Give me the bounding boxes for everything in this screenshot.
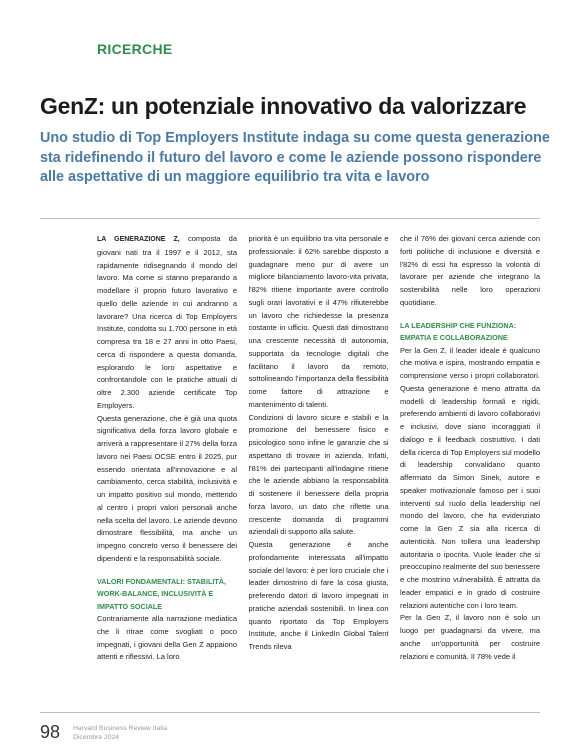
page-title: GenZ: un potenziale innovativo da valorizzare [40, 93, 527, 119]
article-column-1 [97, 233, 237, 701]
article-paragraph: Per la Gen Z, il leader ideale è qualcuno che motiva e ispira, mostrando empatia e comprensione verso i propri collaboratori. Questa generazione è meno attratta da modelli di leadership formali e rigidi, preferendo ambienti di lavoro collaborativi e inclusivi, dove siano incoraggiati il dialogo e il feedback costruttivo. I dati della ricerca di Top Employers sul modello di leadership convalidano quanto affermato da Simon Sinek, autore e speaker motivazionale famoso per i suoi interventi sul ruolo della leadership nel mondo del lavoro, che ha evidenziato come la Gen Z sia alla ricerca di autenticità. Non tollera una leadership autoritaria o ipocrita. Vuole leader che si preoccupino realmente del suo benessere e che mostrino vulnerabilità. È attratta da leader empatici e in grado di costruire relazioni autentiche con i loro team. [400, 345, 540, 610]
article-paragraph [97, 233, 237, 413]
section-label: RICERCHE [97, 41, 173, 57]
subheading: LA LEADERSHIP CHE FUNZIONA: EMPATIA E COLLABORAZIONE [400, 320, 517, 342]
article-paragraph: Questa generazione è anche profondamente interessata all'impatto sociale del lavoro: è per loro cruciale che i leader dimostrino di fare la cosa giusta, preferendo datori di lavoro impegnati in pratiche aziendali sostenibili. In linea con quanto riportato da Top Employers Institute, anche il LinkedIn Global Talent Trends rileva [248, 540, 389, 651]
paragraph-text: composta da giovani nati tra il 1997 e il 2012, sta rapidamente ridisegnando il mondo del lavoro. Ma come si stanno preparando a modellare il proprio futuro lavorativo e quello delle aziende in cui andranno a lavorare? Una ricerca di Top Employers Institute, condotta su 1.700 persone in età compresa tra 18 e 27 anni in otto Paesi, cerca di rispondere a questa domanda, esplorando le loro aspettative e confrontandole con le pratiche attuali di oltre 2.300 aziende certificate Top Employers. [97, 234, 237, 410]
lead-in: LA GENERAZIONE Z, [97, 236, 180, 243]
footer-meta [73, 724, 167, 742]
article-paragraph: priorità è un equilibrio tra vita personale e professionale: il 62% sarebbe disposto a guadagnare meno pur di avere un migliore bilanciamento lavoro-vita privata, l'82% ritiene importante avere controllo sugli orari lavorativi e il 47% rifiuterebbe un lavoro che richiedesse la presenza costante in ufficio. Questi dati dimostrano una crescente necessità di autonomia, supportata da tecnologie digitali che facilitano il lavoro da remoto, sottolineando l'importanza della flessibilità come fattore di attrazione e mantenimento di talenti. [248, 234, 389, 409]
article-columns [97, 233, 540, 701]
article-paragraph: Per la Gen Z, il lavoro non è solo un luogo per guadagnarsi da vivere, ma anche un'opportunità per costruire relazioni e comunità. Il 78% vede il [400, 613, 540, 661]
bottom-divider [40, 712, 540, 713]
article-paragraph: Contrariamente alla narrazione mediatica che li ritrae come svogliati o poco impegnati, i giovani della Gen Z appaiono attenti e riflessivi. La loro [97, 614, 237, 662]
page-subtitle: Uno studio di Top Employers Institute indaga su come questa generazione sta ridefinendo il futuro del lavoro e come le aziende possono rispondere alle aspettative di un maggiore equilibrio tra vita e lavoro [40, 130, 550, 185]
top-divider [40, 218, 540, 219]
article-column-3 [400, 233, 540, 701]
article-paragraph: Questa generazione, che è già una quota significativa della forza lavoro globale e arriverà a rappresentare il 27% della forza lavoro nei Paesi OCSE entro il 2025, pur essendo orientata all'innovazione e al cambiamento, cerca stabilità, inclusività e un impatto positivo sul mondo, mettendo al centro i propri valori personali anche nella scelta del lavoro. Le aziende devono dimostrare flessibilità, ma anche un impegno concreto verso il benessere dei dipendenti e la responsabilità sociale. [97, 413, 237, 563]
publication-name: Harvard Business Review Italia [73, 725, 168, 732]
subheading: VALORI FONDAMENTALI: STABILITÀ, WORK-BALANCE, INCLUSIVITÀ E IMPATTO SOCIALE [97, 576, 226, 611]
article-column-2 [249, 233, 389, 701]
article-paragraph: che il 76% dei giovani cerca aziende con forti politiche di inclusione e diversità e l'82% di essi ha espresso la volontà di lavorare per aziende che integrano la sostenibilità nelle loro operazioni quotidiane. [400, 234, 540, 307]
page-number: 98 [40, 722, 61, 742]
issue-date: Dicembre 2024 [73, 734, 120, 741]
article-paragraph: Condizioni di lavoro sicure e stabili e la promozione del benessere fisico e psicologico sono infine le garanzie che si aspettano di trovare in azienda. Infatti, l'81% dei partecipanti all'indagine ritiene che le aziende abbiano la responsabilità di sostenere il benessere della propria forza lavoro, un dato che riflette una crescente domanda di programmi aziendali di supporto alla salute. [248, 412, 389, 537]
